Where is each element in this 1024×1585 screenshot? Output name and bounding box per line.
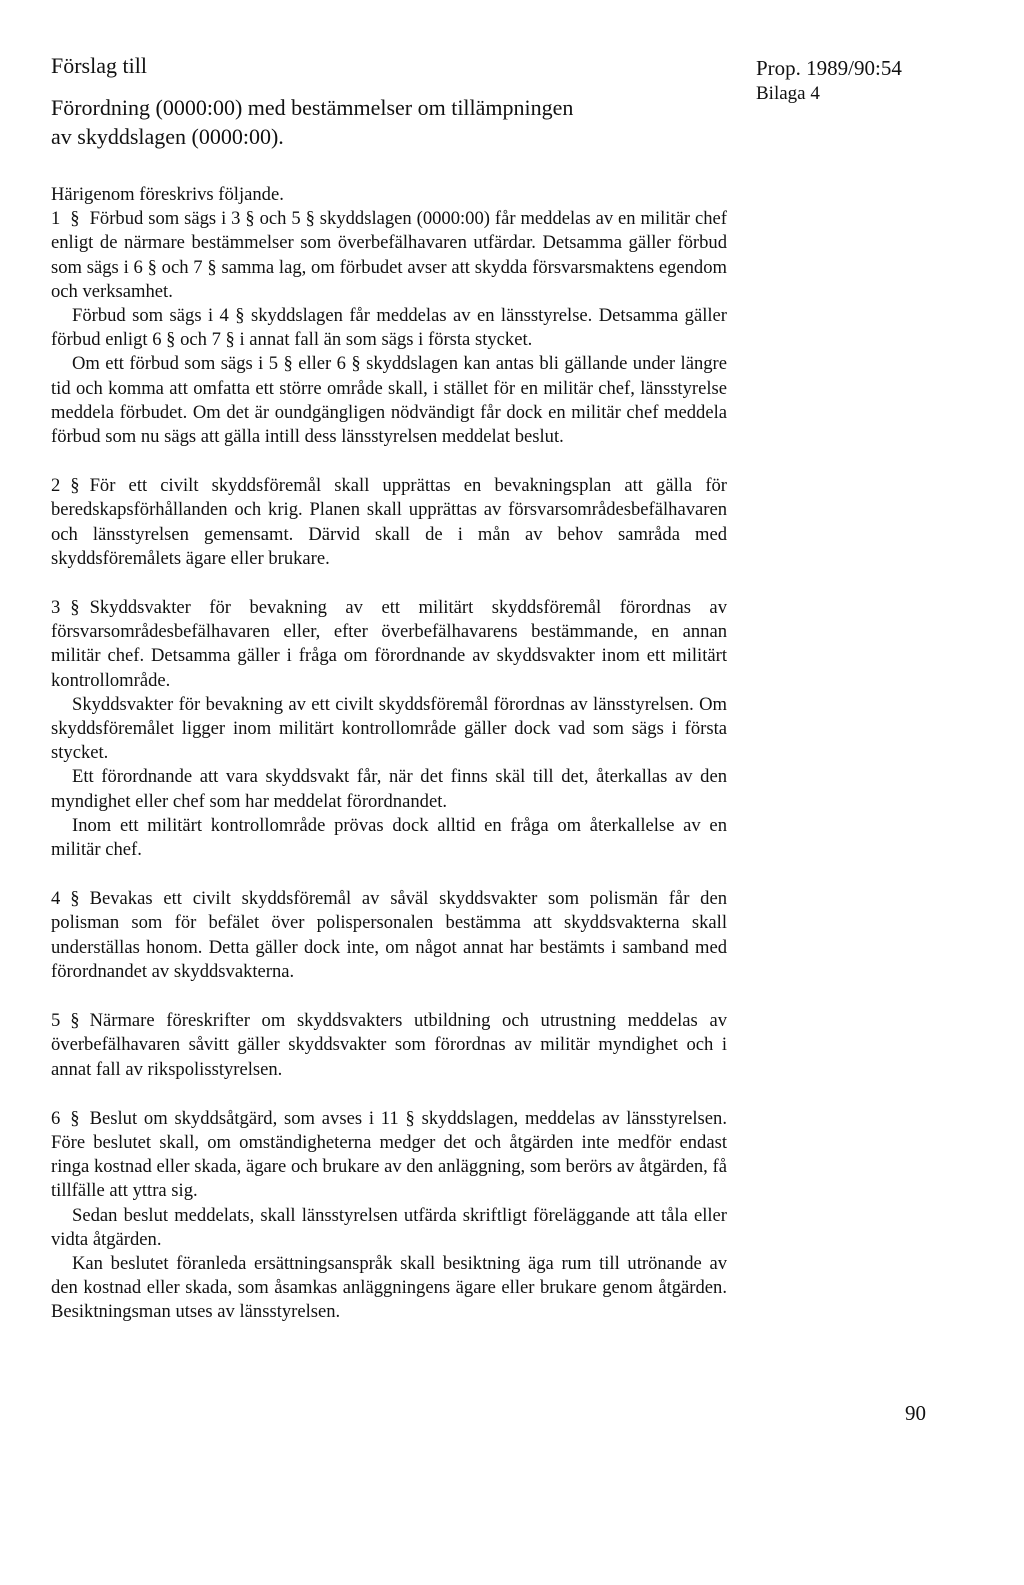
section-3-paragraph-3: Ett förordnande att vara skyddsvakt får, när det finns skäl till det, återkallas av den myndighet eller chef som har meddelat förordnandet. <box>51 766 727 812</box>
paragraph-text: Bevakas ett civilt skyddsföremål av såväl skyddsvakter som polismän får den polisman som för befälet över polispersonalen bestämma att skyddsvakterna skall underställas honom. Detta gäller dock inte, om något annat har bestämts i samband med förordnandet av skyddsvakterna. <box>51 888 727 982</box>
section-6 <box>51 1107 727 1325</box>
reference-block <box>756 55 986 107</box>
section-3-paragraph-1 <box>51 596 727 693</box>
section-1-paragraph-2: Förbud som sägs i 4 § skyddslagen får meddelas av en länsstyrelse. Detsamma gäller förbud enligt 6 § och 7 § i annat fall än som sägs i första stycket. <box>51 305 727 351</box>
section-sign: § <box>70 208 80 230</box>
section-number: 1 <box>51 208 61 230</box>
section-6-paragraph-2: Sedan beslut meddelats, skall länsstyrelsen utfärda skriftligt föreläggande att tåla eller vidta åtgärden. <box>51 1204 727 1250</box>
section-number: 6 <box>51 1107 61 1129</box>
section-2-paragraph-1 <box>51 474 727 571</box>
section-number: 3 <box>51 597 61 619</box>
section-sign: § <box>70 475 80 497</box>
proposition-reference: Prop. 1989/90:54 <box>756 56 902 80</box>
appendix-label: Bilaga 4 <box>756 83 820 104</box>
section-sign: § <box>70 1010 80 1032</box>
section-sign: § <box>70 597 80 619</box>
section-6-paragraph-3: Kan beslutet föranleda ersättningsanspråk skall besiktning äga rum till utrönande av den kostnad eller skada, som åsamkas anläggningens ägare eller brukare genom åtgärden. Besiktningsman utses av länsstyrelsen. <box>51 1252 727 1323</box>
section-3-paragraph-4: Inom ett militärt kontrollområde prövas dock alltid en fråga om återkallelse av en militär chef. <box>51 814 727 861</box>
section-2 <box>51 474 727 571</box>
document-header <box>51 52 731 151</box>
section-1 <box>51 207 727 449</box>
paragraph-text: Förbud som sägs i 3 § och 5 § skyddslagen (0000:00) får meddelas av en militär chef enligt de närmare bestämmelser som överbefälhavaren utfärdar. Detsamma gäller förbud som sägs i 6 § och 7 § samma lag, om förbudet avser att skydda försvarsmaktens egendom och verksamhet. <box>51 208 727 302</box>
section-5 <box>51 1009 727 1082</box>
paragraph-text: Skyddsvakter för bevakning av ett militärt skyddsföremål förordnas av försvarsområdesbefälhavaren eller, efter överbefälhavarens bestämmande, en annan militär chef. Detsamma gäller i fråga om förordnande av skyddsvakter inom ett militärt kontrollområde. <box>51 597 727 691</box>
paragraph-text: För ett civilt skyddsföremål skall upprättas en bevakningsplan att gälla för beredskapsförhållanden och krig. Planen skall upprättas av försvarsområdesbefälhavaren och länsstyrelsen gemensamt. Därvid skall de i mån av behov samråda med skyddsföremålets ägare eller brukare. <box>51 475 727 569</box>
section-number: 4 <box>51 888 61 910</box>
title-line-2: av skyddslagen (0000:00). <box>51 124 284 149</box>
section-6-paragraph-1 <box>51 1107 727 1204</box>
section-number: 5 <box>51 1010 61 1032</box>
proposal-label: Förslag till <box>51 53 147 78</box>
intro-text: Härigenom föreskrivs följande. <box>51 184 284 205</box>
section-sign: § <box>70 888 80 910</box>
section-4-paragraph-1 <box>51 887 727 984</box>
title-line-1: Förordning (0000:00) med bestämmelser om tillämpningen <box>51 95 574 120</box>
section-number: 2 <box>51 475 61 497</box>
section-3-paragraph-2: Skyddsvakter för bevakning av ett civilt skyddsföremål förordnas av länsstyrelsen. Om skyddsföremålet ligger inom militärt kontrollområde gäller dock vad som sägs i första stycket. <box>51 693 727 764</box>
section-4 <box>51 887 727 984</box>
sections-container <box>51 207 727 1324</box>
section-sign: § <box>70 1107 80 1129</box>
regulation-body <box>51 183 727 1325</box>
section-1-paragraph-1 <box>51 207 727 304</box>
page-number: 90 <box>905 1401 926 1425</box>
document-title <box>51 93 731 151</box>
section-5-paragraph-1 <box>51 1009 727 1082</box>
section-1-paragraph-3: Om ett förbud som sägs i 5 § eller 6 § skyddslagen kan antas bli gällande under längre tid och komma att omfatta ett större område skall, i stället för en militär chef, länsstyrelse meddela förbudet. Om det är oundgängligen nödvändigt får dock en militär chef meddela förbud som nu sägs att gälla intill dess länsstyrelsen meddelat beslut. <box>51 353 727 448</box>
paragraph-text: Närmare föreskrifter om skyddsvakters utbildning och utrustning meddelas av överbefälhavaren såvitt gäller skyddsvakter som förordnas av militär myndighet och i annat fall av rikspolisstyrelsen. <box>51 1010 727 1080</box>
section-3 <box>51 596 727 862</box>
paragraph-text: Beslut om skyddsåtgärd, som avses i 11 § skyddslagen, meddelas av länsstyrelsen. Före beslutet skall, om omständigheterna medger det och åtgärden inte medför endast ringa kostnad eller skada, ägare och brukare av den anläggning, som berörs av åtgärden, få tillfälle att yttra sig. <box>51 1107 727 1202</box>
